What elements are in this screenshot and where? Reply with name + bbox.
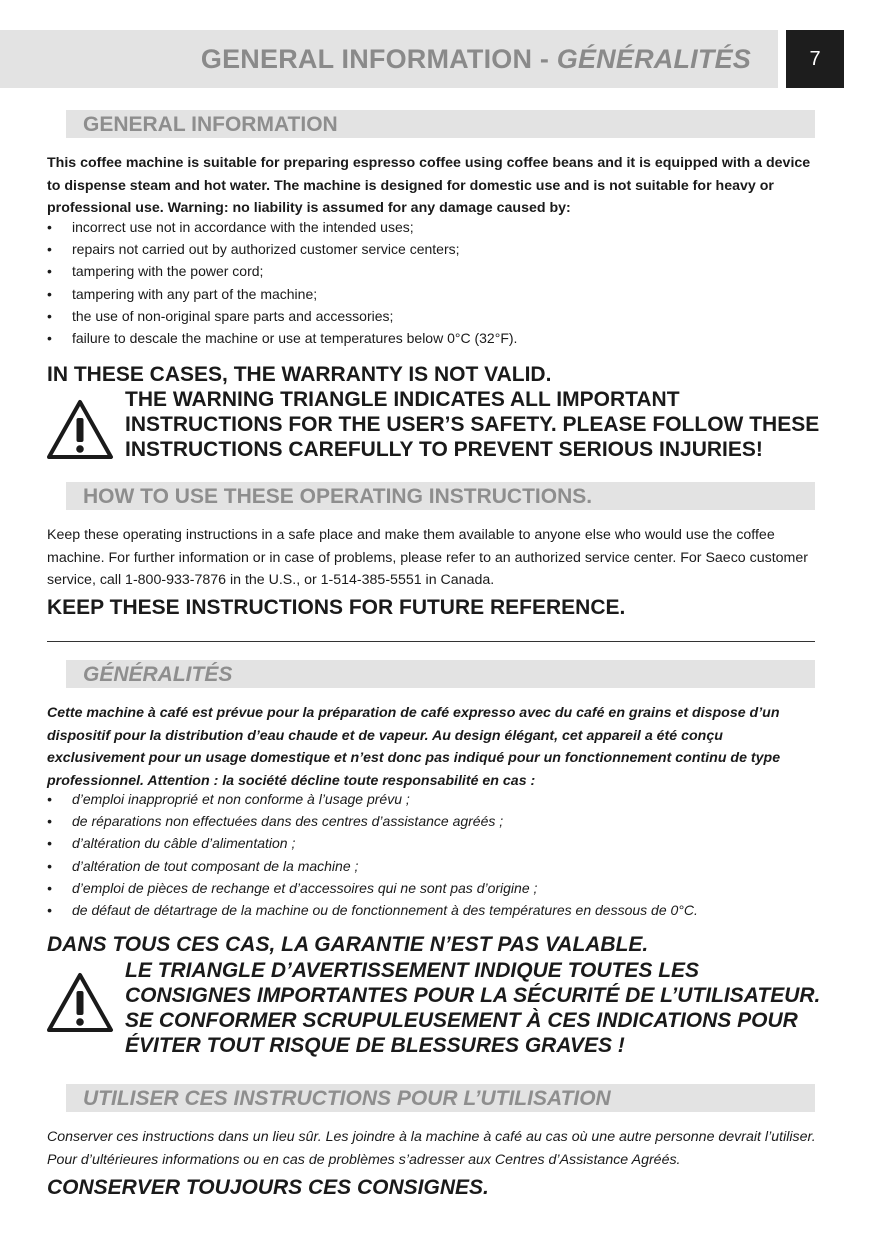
warranty-notice-fr: DANS TOUS CES CAS, LA GARANTIE N’EST PAS VALABLE. xyxy=(47,933,649,956)
warning-triangle-icon xyxy=(46,398,114,460)
section-heading-utiliser-instructions xyxy=(66,1084,815,1112)
list-item: • de réparations non effectuées dans des centres d’assistance agréés ; xyxy=(47,810,822,832)
page-number: 7 xyxy=(786,30,844,88)
section-divider xyxy=(47,641,815,642)
section-heading-general-information xyxy=(66,110,815,138)
list-item: • d’altération de tout composant de la machine ; xyxy=(47,855,822,877)
list-item: • de défaut de détartrage de la machine ou de fonctionnement à des températures en dessous de 0°C. xyxy=(47,899,822,921)
liability-list-en xyxy=(47,216,822,349)
keep-instructions-en: KEEP THESE INSTRUCTIONS FOR FUTURE REFERENCE. xyxy=(47,596,626,619)
list-item: • d’emploi de pièces de rechange et d’accessoires qui ne sont pas d’origine ; xyxy=(47,877,822,899)
section-heading-text: HOW TO USE THESE OPERATING INSTRUCTIONS. xyxy=(83,485,593,508)
warning-triangle-icon xyxy=(46,971,114,1033)
section-heading-text: UTILISER CES INSTRUCTIONS POUR L’UTILISATION xyxy=(83,1087,611,1110)
list-item: • repairs not carried out by authorized customer service centers; xyxy=(47,238,822,260)
list-item: • failure to descale the machine or use at temperatures below 0°C (32°F). xyxy=(47,327,822,349)
howto-paragraph-en: Keep these operating instructions in a safe place and make them available to anyone else who would use the coffee machine. For further information or in case of problems, please refer to an authorized service center. For Saeco customer service, call 1-800-933-7876 in the U.S., or 1-514-385-5551 in Canada. xyxy=(47,527,808,588)
safety-warning-fr: LE TRIANGLE D’AVERTISSEMENT INDIQUE TOUTES LES CONSIGNES IMPORTANTES POUR LA SÉCURITÉ DE L’UTILISATEUR. SE CONFORMER SCRUPULEUSEMENT À CES INDICATIONS POUR ÉVITER TOUT RISQUE DE BLESSURES GRAVES ! xyxy=(125,959,821,1057)
liability-list-fr xyxy=(47,788,822,921)
list-item: • d’altération du câble d’alimentation ; xyxy=(47,832,822,854)
intro-paragraph-en: This coffee machine is suitable for preparing espresso coffee using coffee beans and it is equipped with a device to dispense steam and hot water. The machine is designed for domestic use and is not suitable for heavy or professional use. Warning: no liability is assumed for any damage caused by: xyxy=(47,155,811,216)
list-item: • the use of non-original spare parts and accessories; xyxy=(47,305,822,327)
section-heading-text: GÉNÉRALITÉS xyxy=(83,663,233,686)
warranty-notice-en: IN THESE CASES, THE WARRANTY IS NOT VALID. xyxy=(47,363,552,386)
howto-paragraph-fr: Conserver ces instructions dans un lieu sûr. Les joindre à la machine à café au cas où une autre personne devrait l’utiliser. Pour d’ultérieures informations ou en cas de problèmes s’adresser aux Centres d’Assistance Agréés. xyxy=(47,1129,816,1168)
list-item: • d’emploi inapproprié et non conforme à l’usage prévu ; xyxy=(47,788,822,810)
section-heading-text: GENERAL INFORMATION xyxy=(83,113,338,136)
page-title-fr: GÉNÉRALITÉS xyxy=(556,44,751,74)
section-heading-how-to-use xyxy=(66,482,815,510)
section-heading-generalites xyxy=(66,660,815,688)
safety-warning-en: THE WARNING TRIANGLE INDICATES ALL IMPORTANT INSTRUCTIONS FOR THE USER’S SAFETY. PLEASE FOLLOW THESE INSTRUCTIONS CAREFULLY TO PREVENT SERIOUS INJURIES! xyxy=(125,388,820,461)
intro-paragraph-fr: Cette machine à café est prévue pour la préparation de café expresso avec du café en grains et dispose d’un dispositif pour la distribution d’eau chaude et de vapeur. Au design élégant, cet appareil a été conçu exclusivement pour un usage domestique et n’est donc pas indiqué pour un fonctionnement continu de type professionnel. Attention : la société décline toute responsabilité en cas : xyxy=(47,705,781,789)
keep-instructions-fr: CONSERVER TOUJOURS CES CONSIGNES. xyxy=(47,1176,489,1199)
page-title xyxy=(201,44,751,75)
list-item: • tampering with the power cord; xyxy=(47,260,822,282)
list-item: • incorrect use not in accordance with the intended uses; xyxy=(47,216,822,238)
page-title-en: GENERAL INFORMATION - xyxy=(200,44,557,74)
list-item: • tampering with any part of the machine; xyxy=(47,283,822,305)
